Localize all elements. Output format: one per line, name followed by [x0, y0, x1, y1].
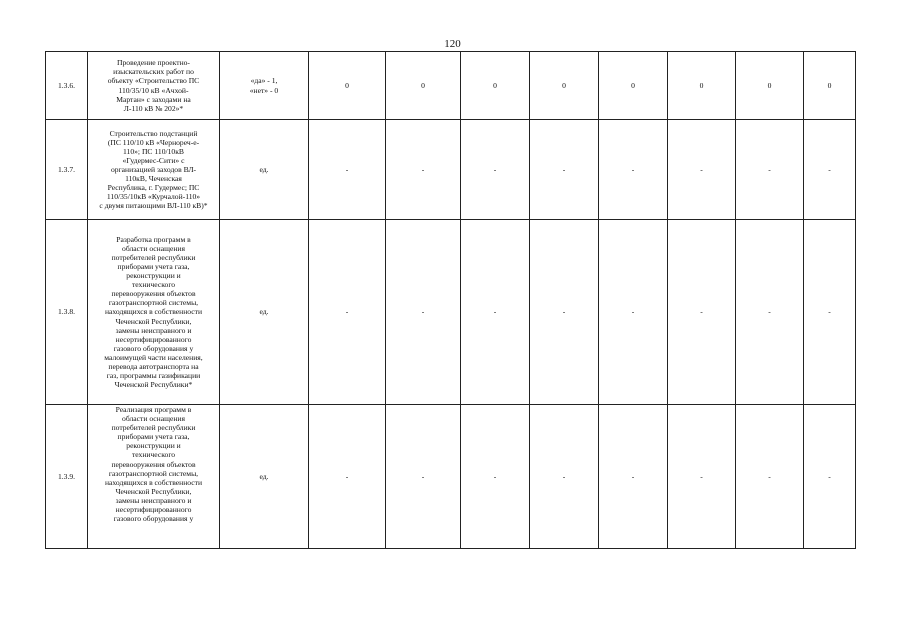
row-name — [88, 405, 220, 549]
value-cell: 0 — [461, 52, 530, 120]
page-number: 120 — [444, 38, 461, 50]
value-cell: - — [386, 220, 461, 405]
value-cell: 0 — [309, 52, 386, 120]
row-name-clip — [90, 405, 217, 548]
row-number: 1.3.9. — [46, 405, 88, 549]
table-row — [46, 220, 856, 405]
value-cell: - — [804, 120, 856, 220]
value-cell: 0 — [736, 52, 804, 120]
row-unit-text: ед. — [259, 164, 269, 174]
row-number: 1.3.6. — [46, 52, 88, 120]
row-name — [88, 120, 220, 220]
value-cell: - — [461, 220, 530, 405]
row-unit-text: ед. — [259, 471, 269, 481]
value-cell: 0 — [386, 52, 461, 120]
value-cell: - — [804, 220, 856, 405]
row-unit — [220, 120, 309, 220]
value-cell: 0 — [804, 52, 856, 120]
value-cell: - — [309, 120, 386, 220]
value-cell: 0 — [599, 52, 668, 120]
value-cell: - — [668, 405, 736, 549]
row-name-text: Разработка программ в области оснащения потребителей республики приборами учета газа, реконструкции и технического перевооружения объектов газотранспортной системы, находящихся в собственности Чеченской Республики, замены неисправного и несертифицированного газового оборудования у малоимущей части населения, перевода автотранспорта на газ, программы газификации Чеченской Республики* — [104, 234, 203, 390]
row-name-text: Реализация программ в области оснащения потребителей республики приборами учета газа, реконструкции и технического перевооружения объектов газотранспортной системы, находящихся в собственности Чеченской Республики, замены неисправного и несертифицированного газового оборудования у — [104, 405, 203, 524]
value-cell: - — [530, 220, 599, 405]
row-number: 1.3.8. — [46, 220, 88, 405]
row-name — [88, 220, 220, 405]
value-cell: - — [736, 120, 804, 220]
row-unit-text: «да» - 1, «нет» - 0 — [249, 76, 279, 95]
value-cell: - — [668, 120, 736, 220]
row-unit — [220, 52, 309, 120]
row-unit — [220, 405, 309, 549]
value-cell: - — [461, 120, 530, 220]
row-unit-text: ед. — [259, 307, 269, 317]
value-cell: - — [668, 220, 736, 405]
value-cell: - — [309, 405, 386, 549]
row-name — [88, 52, 220, 120]
row-number: 1.3.7. — [46, 120, 88, 220]
value-cell: 0 — [530, 52, 599, 120]
row-unit — [220, 220, 309, 405]
row-name-text: Строительство подстанций (ПС 110/10 кВ «Чернореч-е- 110»; ПС 110/10кВ «Гудермес-Сити» с организацией заходов ВЛ- 110кВ, Чеченская Республика, г. Гудермес; ПС 110/35/10кВ «Курчалой-110» с двумя питающими ВЛ-110 кВ)* — [99, 128, 208, 211]
value-cell: - — [530, 120, 599, 220]
table-row — [46, 52, 856, 120]
value-cell: - — [736, 220, 804, 405]
value-cell: - — [599, 120, 668, 220]
value-cell: - — [804, 405, 856, 549]
value-cell: - — [309, 220, 386, 405]
table-row — [46, 405, 856, 549]
value-cell: - — [530, 405, 599, 549]
value-cell: - — [599, 220, 668, 405]
table-row — [46, 120, 856, 220]
value-cell: - — [386, 120, 461, 220]
value-cell: - — [461, 405, 530, 549]
indicators-table — [45, 51, 856, 549]
value-cell: 0 — [668, 52, 736, 120]
value-cell: - — [599, 405, 668, 549]
row-name-text: Проведение проектно- изыскательских работ по объекту «Строительство ПС 110/35/10 кВ «Ачхой- Мартан» с заходами на Л-110 кВ № 202»* — [107, 58, 200, 113]
value-cell: - — [736, 405, 804, 549]
value-cell: - — [386, 405, 461, 549]
